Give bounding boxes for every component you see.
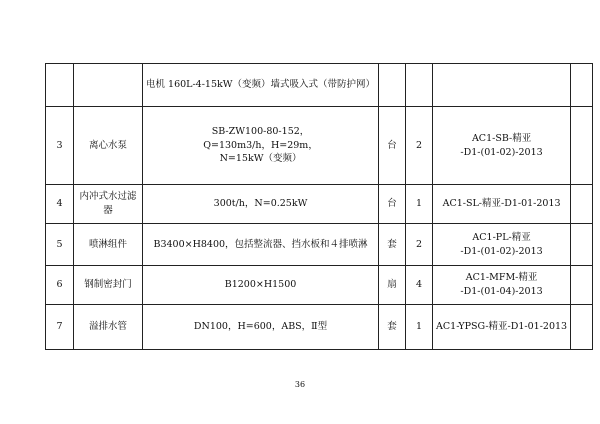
cell-name: 溢排水管 [74,305,143,350]
cell-spec-line: Q=130m3/h，H=29m， [203,139,318,151]
cell-ref-line: -D1-(01-02)-2013 [460,245,543,257]
cell-remark [571,64,593,107]
table-row [46,305,593,350]
cell-ref-line: AC1-PL-精亚 [472,231,531,243]
cell-spec-line: DN100，H=600，ABS，Ⅱ型 [193,321,328,333]
cell-qty: 1 [406,305,433,350]
equipment-table-body [46,64,593,350]
cell-remark [571,185,593,224]
cell-spec [143,107,379,185]
cell-qty [406,64,433,107]
equipment-table [45,63,593,350]
cell-ref [433,224,571,266]
cell-unit: 扇 [379,266,406,305]
cell-spec [143,305,379,350]
page-number: 36 [294,380,306,389]
cell-no: 6 [46,266,74,305]
cell-spec [143,266,379,305]
cell-ref [433,266,571,305]
cell-ref [433,305,571,350]
cell-ref-line: -D1-(01-04)-2013 [460,286,543,297]
cell-ref [433,185,571,224]
table-row [46,224,593,266]
cell-spec-line: 300t/h，N=0.25kW [213,198,308,210]
cell-name: 钢制密封门 [74,266,143,305]
cell-ref-line: AC1-YPSG-精亚-D1-01-2013 [436,321,568,333]
cell-remark [571,305,593,350]
cell-no: 7 [46,305,74,350]
cell-remark [571,266,593,305]
table-row [46,266,593,305]
cell-qty: 2 [406,224,433,266]
cell-spec-line: B3400×H8400，包括整流器、挡水板和４排喷淋 [153,238,368,250]
cell-ref [433,64,571,107]
cell-no: 4 [46,185,74,224]
cell-unit [379,64,406,107]
cell-no: 3 [46,107,74,185]
table-row [46,107,593,185]
cell-qty: 4 [406,266,433,305]
cell-ref [433,107,571,185]
cell-remark [571,107,593,185]
cell-spec [143,224,379,266]
table-row [46,64,593,107]
cell-ref-line: AC1-SB-精亚 [471,132,532,144]
cell-remark [571,224,593,266]
table-row [46,185,593,224]
cell-unit: 套 [379,224,406,266]
cell-no: 5 [46,224,74,266]
cell-spec-line: SB-ZW100-80-152， [211,125,310,137]
cell-ref-line: AC1-MFM-精亚 [465,272,538,284]
cell-qty: 1 [406,185,433,224]
cell-name: 内冲式水过滤器 [74,185,143,224]
cell-spec-line: N=15kW（变频） [219,153,302,165]
cell-spec-line: 电机 160L-4-15kW（变频）墙式吸入式（带防护网） [146,79,376,91]
cell-name [74,64,143,107]
cell-name: 离心水泵 [74,107,143,185]
cell-unit: 台 [379,107,406,185]
cell-unit: 台 [379,185,406,224]
cell-unit: 套 [379,305,406,350]
cell-qty: 2 [406,107,433,185]
cell-spec [143,64,379,107]
cell-spec-line: B1200×H1500 [224,279,297,291]
cell-name: 喷淋组件 [74,224,143,266]
cell-no [46,64,74,107]
cell-ref-line: -D1-(01-02)-2013 [460,146,543,158]
cell-spec [143,185,379,224]
cell-ref-line: AC1-SL-精亚-D1-01-2013 [442,198,561,210]
